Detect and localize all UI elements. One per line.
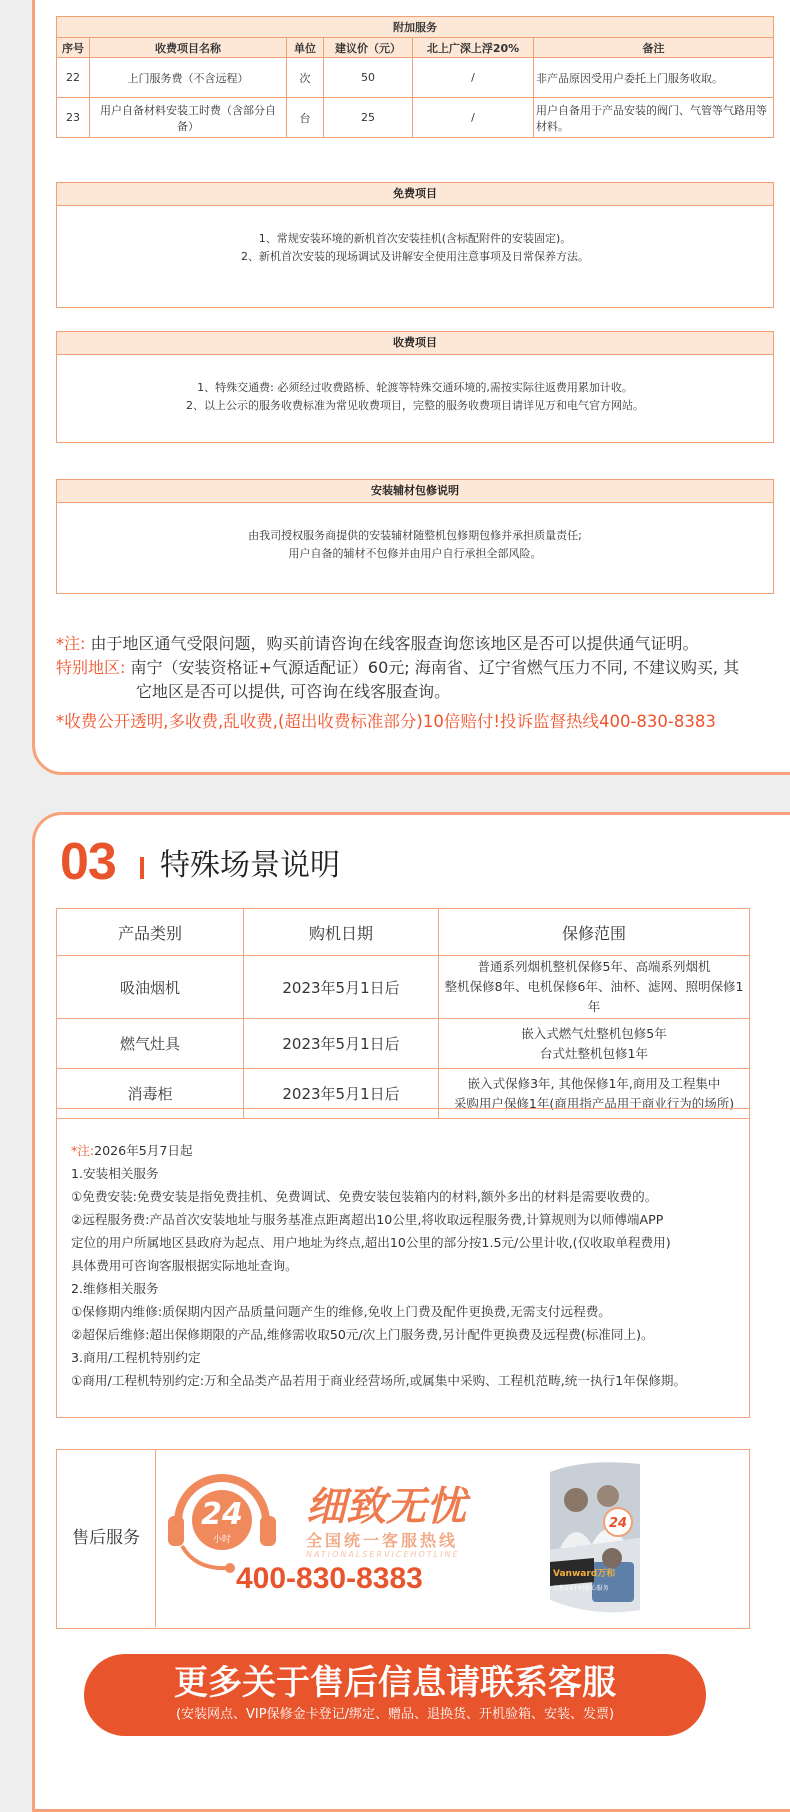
phone-number: 400-830-8383 bbox=[236, 1562, 423, 1595]
policy-line: ①免费安装:免费安装是指免费挂机、免费调试、免费安装包装箱内的材料,额外多出的材料是需要收费的。 bbox=[71, 1189, 658, 1204]
scope-line: 嵌入式燃气灶整机包修5年 bbox=[521, 1025, 667, 1041]
scope-line: 普通系列烟机整机保修5年、高端系列烟机 bbox=[477, 959, 711, 974]
charge-item-line: 2、以上公示的服务收费标准为常见收费项目，完整的服务收费项目请详见万和电气官方网站。 bbox=[186, 399, 644, 412]
badge-unit: 小时 bbox=[212, 1535, 232, 1545]
col-date: 购机日期 bbox=[244, 909, 439, 956]
free-items-title: 免费项目 bbox=[57, 183, 773, 206]
row-name: 上门服务费（不含远程） bbox=[90, 58, 287, 98]
after-sales-graphic bbox=[156, 1450, 750, 1627]
scope-line: 采购用户保修1年(商用指产品用于商业行为的场所) bbox=[453, 1095, 735, 1111]
row-date: 2023年5月1日后 bbox=[244, 1069, 439, 1119]
row-name: 用户自备材料安装工时费（含部分自备） bbox=[90, 98, 287, 138]
row-unit: 台 bbox=[287, 98, 324, 138]
policy-line: ①保修期内维修:质保期内因产品质量问题产生的维修,免收上门费及配件更换费,无需支付远程费。 bbox=[71, 1304, 611, 1319]
table-row bbox=[57, 956, 750, 1019]
col-scope: 保修范围 bbox=[439, 909, 750, 956]
row-category: 燃气灶具 bbox=[57, 1019, 244, 1069]
col-unit: 单位 bbox=[287, 38, 324, 58]
row-uplift: / bbox=[413, 58, 534, 98]
col-category: 产品类别 bbox=[57, 909, 244, 956]
policy-line: 具体费用可咨询客服根据实际地址查询。 bbox=[71, 1258, 298, 1273]
free-item-line: 1、常规安装环境的新机首次安装挂机(含标配附件的安装固定)。 bbox=[258, 232, 572, 245]
photo-badge: 24 bbox=[608, 1516, 628, 1531]
row-price: 50 bbox=[324, 58, 413, 98]
policy-date-line bbox=[71, 1139, 749, 1162]
hotline-label: 全国统一客服热线 bbox=[306, 1531, 459, 1550]
addon-service-title: 附加服务 bbox=[57, 17, 774, 38]
col-uplift: 北上广深上浮20% bbox=[413, 38, 534, 58]
policy-line: ②超保后维修:超出保修期限的产品,维修需收取50元/次上门服务费,另计配件更换费及远程费(标准同上)。 bbox=[71, 1327, 654, 1342]
title-divider bbox=[140, 857, 144, 879]
policy-label: *注: bbox=[71, 1143, 95, 1158]
row-date: 2023年5月1日后 bbox=[244, 1019, 439, 1069]
row-category: 吸油烟机 bbox=[57, 956, 244, 1019]
policy-line: ②远程服务费:产品首次安装地址与服务基准点距离超出10公里,将收取远程服务费,计算规则为以师傅端APP bbox=[71, 1212, 664, 1227]
scope-line: 嵌入式保修3年, 其他保修1年,商用及工程集中 bbox=[467, 1075, 721, 1091]
table-row bbox=[57, 1019, 750, 1069]
col-no: 序号 bbox=[57, 38, 90, 58]
special-text: 南宁（安装资格证+气源适配证）60元; 海南省、辽宁省燃气压力不同, 不建议购买, 其 bbox=[130, 658, 740, 677]
section-number: 03 bbox=[60, 833, 116, 891]
after-sales-label: 售后服务 bbox=[57, 1450, 156, 1627]
complaint-hotline: *收费公开透明,多收费,乱收费,(超出收费标准部分)10倍赔付!投诉监督热线400-830-8383 bbox=[56, 712, 716, 731]
contact-banner[interactable] bbox=[84, 1654, 706, 1736]
banner-main: 更多关于售后信息请联系客服 bbox=[174, 1663, 616, 1703]
row-note: 非产品原因受用户委托上门服务收取。 bbox=[534, 58, 774, 98]
banner-sub: (安装网点、VIP保修金卡登记/绑定、赠品、退换货、开机验箱、安装、发票) bbox=[175, 1707, 615, 1722]
row-no: 23 bbox=[57, 98, 90, 138]
col-name: 收费项目名称 bbox=[90, 38, 287, 58]
col-price: 建议价（元） bbox=[324, 38, 413, 58]
special-text-cont: 它地区是否可以提供, 可咨询在线客服查询。 bbox=[136, 682, 451, 701]
section-title: 特殊场景说明 bbox=[160, 848, 340, 883]
special-label: 特别地区: bbox=[56, 658, 126, 677]
note-text: 由于地区通气受限问题，购买前请咨询在线客服查询您该地区是否可以提供通气证明。 bbox=[90, 634, 699, 653]
material-warranty-line: 用户自备的辅材不包修并由用户自行承担全部风险。 bbox=[288, 547, 542, 560]
policy-notes bbox=[56, 1108, 750, 1418]
free-item-line: 2、新机首次安装的现场调试及讲解安全使用注意事项及日常保养方法。 bbox=[241, 250, 589, 263]
row-scope bbox=[439, 956, 750, 1019]
material-warranty-line: 由我司授权服务商提供的安装辅材随整机包修期包修并承担质量责任; bbox=[248, 529, 582, 542]
policy-line: 3.商用/工程机特别约定 bbox=[71, 1350, 201, 1365]
policy-date: 2026年5月7日起 bbox=[94, 1143, 193, 1158]
row-scope bbox=[439, 1019, 750, 1069]
badge-number: 24 bbox=[201, 1497, 243, 1532]
row-no: 22 bbox=[57, 58, 90, 98]
material-warranty-title: 安装辅材包修说明 bbox=[57, 480, 773, 503]
row-price: 25 bbox=[324, 98, 413, 138]
policy-line: 2.维修相关服务 bbox=[71, 1281, 159, 1296]
addon-service-table bbox=[56, 16, 774, 138]
row-note: 用户自备用于产品安装的阀门、气管等气路用等材料。 bbox=[534, 98, 774, 138]
slogan: 细致无忧 bbox=[306, 1484, 466, 1530]
charge-item-line: 1、特殊交通费: 必须经过收费路桥、轮渡等特殊交通环境的,需按实际往返费用累加计收。 bbox=[197, 381, 633, 394]
scope-line: 整机保修8年、电机保修6年、油杯、滤网、照明保修1年 bbox=[444, 979, 744, 1014]
table-row bbox=[57, 98, 774, 138]
policy-line: ①商用/工程机特别约定:万和全品类产品若用于商业经营场所,或属集中采购、工程机范畴,统一执行1年保修期。 bbox=[71, 1373, 687, 1388]
scope-line: 台式灶整机包修1年 bbox=[540, 1045, 648, 1061]
warranty-table bbox=[56, 908, 750, 1119]
photo-brand: Vanward万和 bbox=[553, 1569, 616, 1579]
policy-line: 1.安装相关服务 bbox=[71, 1166, 159, 1181]
row-category: 消毒柜 bbox=[57, 1069, 244, 1119]
free-items-section bbox=[56, 182, 774, 308]
hotline-en: NATIONALSERVICEHOTLINE bbox=[306, 1550, 460, 1559]
row-uplift: / bbox=[413, 98, 534, 138]
note-label: *注: bbox=[56, 634, 86, 653]
policy-line: 定位的用户所属地区县政府为起点、用户地址为终点,超出10公里的部分按1.5元/公里计收,(仅收取单程费用) bbox=[71, 1235, 671, 1250]
after-sales-box bbox=[56, 1449, 750, 1629]
row-date: 2023年5月1日后 bbox=[244, 956, 439, 1019]
col-note: 备注 bbox=[534, 38, 774, 58]
region-note bbox=[56, 632, 699, 656]
material-warranty-section bbox=[56, 479, 774, 594]
table-row bbox=[57, 58, 774, 98]
special-region-note bbox=[56, 656, 739, 680]
charge-items-title: 收费项目 bbox=[57, 332, 773, 355]
charge-items-section bbox=[56, 331, 774, 443]
row-unit: 次 bbox=[287, 58, 324, 98]
photo-caption: 万和24小时贴心服务 bbox=[553, 1585, 609, 1592]
